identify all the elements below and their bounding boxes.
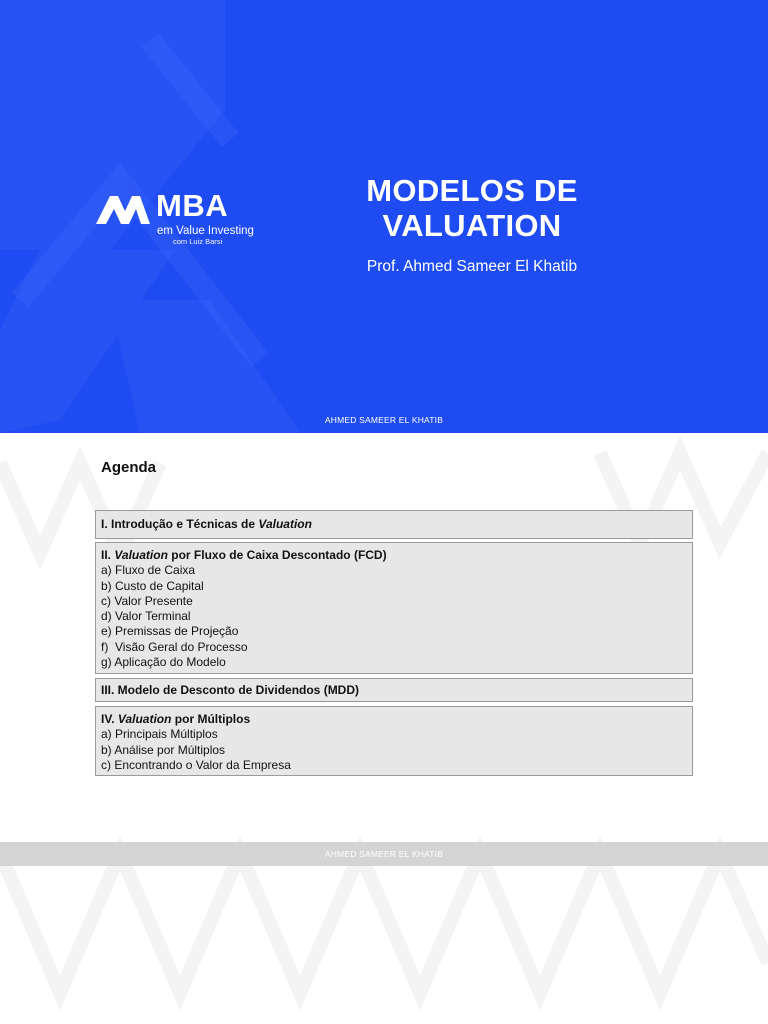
logo-subtitle-small: com Luiz Barsi (173, 237, 223, 246)
list-item: b) Análise por Múltiplos (101, 742, 226, 757)
cover-footer: AHMED SAMEER EL KHATIB (324, 415, 444, 425)
agenda-section-2 (95, 542, 693, 674)
list-item: a) Principais Múltiplos (101, 727, 218, 742)
list-item: b) Custo de Capital (101, 578, 204, 593)
agenda-section-4 (95, 706, 693, 776)
logo-subtitle: em Value Investing (157, 225, 254, 237)
cover-title-line2: VALUATION (382, 208, 562, 243)
list-item: c) Encontrando o Valor da Empresa (101, 757, 291, 772)
section-heading: II. Valuation por Fluxo de Caixa Descontado (FCD) (101, 548, 387, 562)
agenda-title: Agenda (101, 459, 157, 476)
cover-title-line1: MODELOS DE (366, 173, 578, 208)
section-heading: IV. Valuation por Múltiplos (101, 712, 251, 726)
list-item: c) Valor Presente (101, 593, 193, 608)
logo-brand-text: MBA (156, 188, 229, 223)
section-heading: III. Modelo de Desconto de Dividendos (MDD) (101, 683, 360, 697)
cover-slide (0, 0, 768, 433)
list-item: d) Valor Terminal (101, 609, 191, 624)
agenda-footer: AHMED SAMEER EL KHATIB (0, 842, 768, 866)
list-item: g) Aplicação do Modelo (101, 655, 226, 670)
section-heading: I. Introdução e Técnicas de Valuation (101, 517, 312, 531)
mba-logo (94, 188, 264, 251)
list-item: f) Visão Geral do Processo (101, 639, 248, 654)
list-item: e) Premissas de Projeção (101, 624, 239, 639)
agenda-section-3 (95, 678, 693, 702)
agenda-slide (0, 433, 768, 1024)
cover-professor: Prof. Ahmed Sameer El Khatib (366, 258, 578, 275)
agenda-section-1 (95, 510, 693, 539)
cover-title (342, 173, 602, 243)
list-item: a) Fluxo de Caixa (101, 563, 196, 578)
mba-logo-mark-icon (94, 193, 152, 227)
